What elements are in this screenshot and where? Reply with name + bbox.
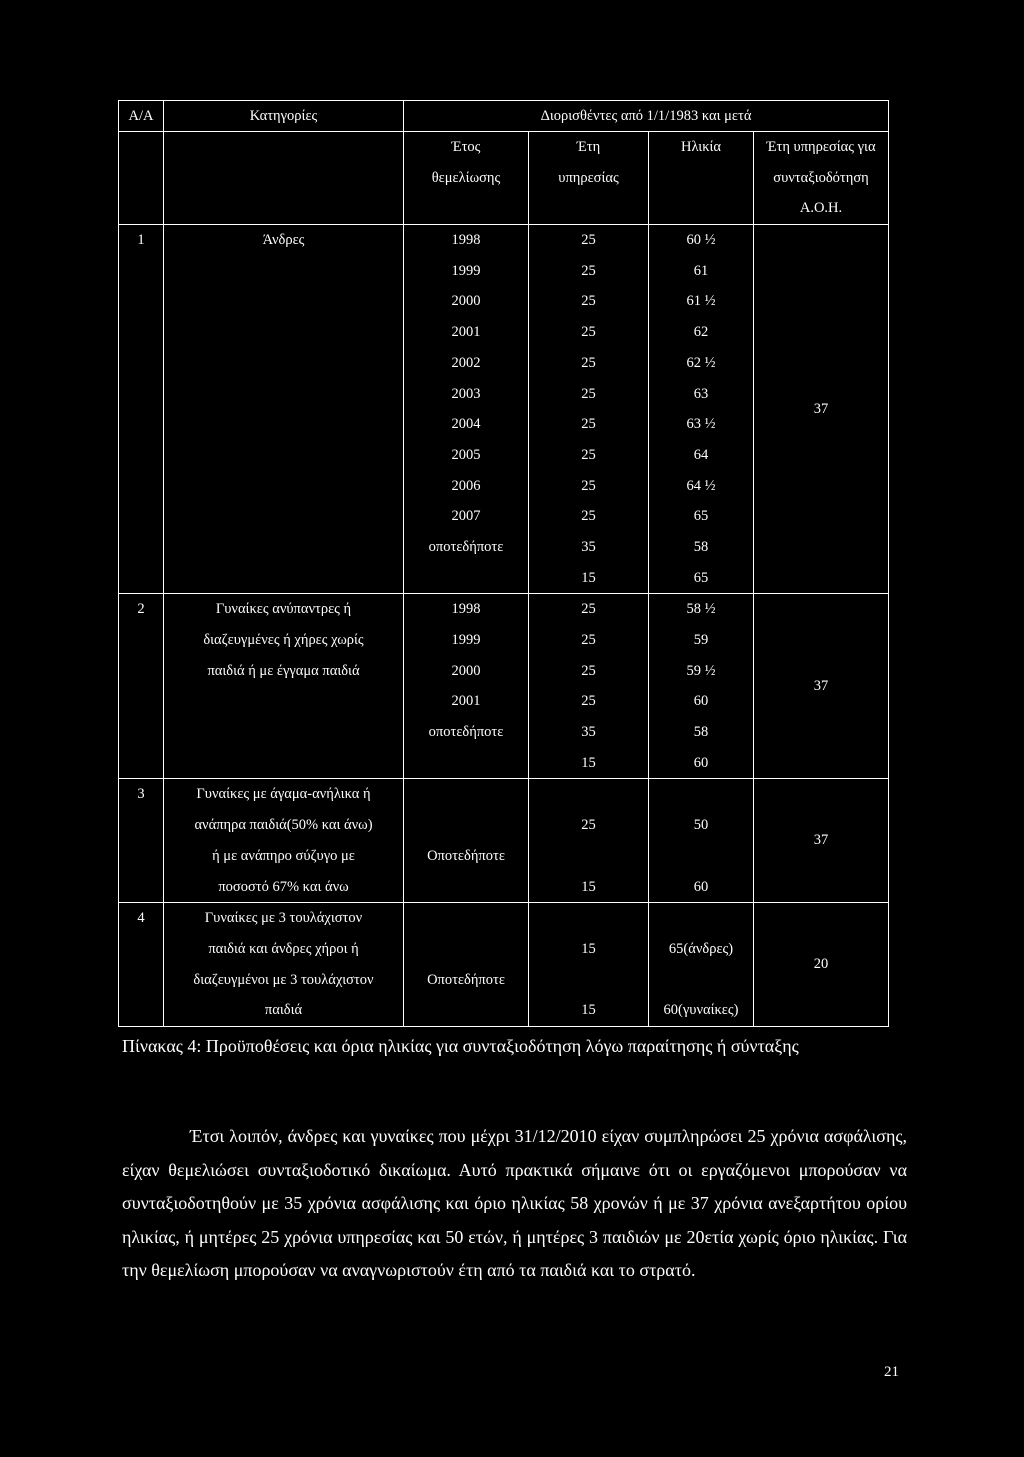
years-cell: 2004 — [451, 416, 481, 433]
age-cell — [649, 965, 753, 996]
row-number — [119, 779, 164, 903]
ao-value: 37 — [813, 677, 829, 694]
category-line: διαζευγμένοι με 3 τουλάχιστον — [193, 971, 374, 988]
header-aa: Α/Α — [119, 101, 164, 132]
age-cell: 63 — [693, 385, 709, 402]
service-cell: 15 — [581, 878, 596, 895]
service-cell: 25 — [581, 632, 596, 648]
years-cell: 2007 — [451, 508, 481, 525]
years-cell — [404, 810, 528, 841]
row-category — [164, 903, 404, 1027]
age-cell: 61 ½ — [686, 293, 716, 310]
years-cell: 2001 — [451, 324, 481, 341]
age-cell — [649, 779, 753, 810]
age-cell: 62 ½ — [686, 354, 716, 371]
row-ao — [754, 225, 889, 594]
header-ao-line2: συνταξιοδότηση — [773, 169, 869, 186]
header-category-blank — [164, 132, 404, 225]
category-line: ή με ανάπηρο σύζυγο με — [212, 847, 355, 864]
service-cell: 25 — [581, 508, 596, 525]
row-age — [649, 594, 754, 779]
service-cell — [529, 965, 648, 996]
years-cell: 2003 — [451, 385, 481, 402]
category-line: διαζευγμένες ή χήρες χωρίς — [203, 632, 364, 648]
age-cell: 60(γυναίκες) — [663, 1002, 739, 1019]
header-year — [404, 132, 529, 225]
row-number-text: 1 — [137, 232, 145, 249]
service-cell: 25 — [581, 817, 596, 834]
header-service-line2: υπηρεσίας — [558, 169, 619, 186]
category-line: Γυναίκες με άγαμα-ανήλικα ή — [196, 786, 371, 803]
years-cell: 1999 — [451, 632, 481, 648]
age-cell: 61 — [693, 262, 709, 279]
row-number — [119, 903, 164, 1027]
age-cell: 59 — [693, 632, 709, 648]
row-category — [164, 594, 404, 779]
row-service — [529, 779, 649, 903]
row-number-text: 4 — [137, 910, 145, 927]
row-ao — [754, 903, 889, 1027]
age-cell: 64 — [693, 446, 709, 463]
pension-table — [118, 100, 889, 1027]
service-cell: 25 — [581, 693, 596, 710]
age-cell — [649, 903, 753, 934]
row-number-text: 2 — [137, 601, 145, 618]
row-year — [404, 779, 529, 903]
service-cell: 35 — [581, 724, 596, 741]
table-row — [119, 594, 889, 779]
ao-value: 37 — [813, 400, 829, 417]
header-age — [649, 132, 754, 225]
body-paragraph — [122, 1120, 907, 1288]
years-cell: οποτεδήποτε — [428, 538, 504, 555]
row-year — [404, 903, 529, 1027]
service-cell: 25 — [581, 262, 596, 279]
row-age — [649, 779, 754, 903]
table-caption: Πίνακας 4: Προϋποθέσεις και όρια ηλικίας για συνταξιοδότηση λόγω παραίτησης ή σύνταξης — [122, 1036, 799, 1056]
age-cell: 58 ½ — [686, 601, 716, 618]
service-cell: 25 — [581, 385, 596, 402]
header-ao-line3: Α.Ο.Η. — [799, 200, 843, 217]
category-line: Άνδρες — [262, 232, 305, 249]
table-row — [119, 779, 889, 903]
header-year-line2: θεμελίωσης — [431, 169, 501, 186]
row-age — [649, 225, 754, 594]
years-cell: 2001 — [451, 693, 481, 710]
years-cell: 2000 — [451, 662, 481, 679]
years-cell — [404, 563, 528, 594]
years-cell — [404, 903, 528, 934]
row-year — [404, 225, 529, 594]
category-line: παιδιά και άνδρες χήροι ή — [208, 940, 359, 957]
page-number: 21 — [884, 1364, 899, 1380]
years-cell: 2006 — [451, 477, 481, 494]
row-service — [529, 225, 649, 594]
row-age — [649, 903, 754, 1027]
service-cell: 25 — [581, 354, 596, 371]
years-cell: 1999 — [451, 262, 481, 279]
age-cell — [649, 841, 753, 872]
years-cell: Οποτεδήποτε — [427, 847, 505, 864]
age-cell: 58 — [693, 724, 709, 741]
years-cell: 2000 — [451, 293, 481, 310]
service-cell: 25 — [581, 416, 596, 433]
table-row — [119, 225, 889, 594]
service-cell: 25 — [581, 324, 596, 341]
header-service-line1: Έτη — [576, 139, 601, 155]
category-line: ποσοστό 67% και άνω — [218, 878, 349, 895]
row-category — [164, 225, 404, 594]
header-ao — [754, 132, 889, 225]
service-cell: 25 — [581, 446, 596, 463]
age-cell: 62 — [693, 324, 709, 341]
ao-value: 20 — [813, 956, 829, 973]
age-cell: 58 — [693, 538, 709, 555]
header-year-line1: Έτος — [451, 139, 481, 155]
row-ao — [754, 594, 889, 779]
service-cell — [529, 903, 648, 934]
age-cell: 64 ½ — [686, 477, 716, 494]
category-line: παιδιά — [264, 1002, 303, 1019]
years-cell — [404, 779, 528, 810]
category-line: Γυναίκες με 3 τουλάχιστον — [204, 910, 363, 927]
service-cell — [529, 841, 648, 872]
header-aa-blank — [119, 132, 164, 225]
years-cell — [404, 934, 528, 965]
service-cell: 25 — [581, 662, 596, 679]
years-cell: οποτεδήποτε — [428, 724, 504, 741]
header-category: Κατηγορίες — [164, 101, 404, 132]
age-cell: 65 — [693, 569, 709, 586]
age-cell: 65 — [693, 508, 709, 525]
age-cell: 63 ½ — [686, 416, 716, 433]
row-service — [529, 594, 649, 779]
years-cell — [404, 872, 528, 903]
row-year — [404, 594, 529, 779]
age-cell: 60 — [693, 693, 709, 710]
category-line: παιδιά ή με έγγαμα παιδιά — [207, 662, 360, 679]
age-cell: 50 — [693, 817, 709, 834]
row-number-text: 3 — [137, 786, 145, 803]
service-cell — [529, 779, 648, 810]
row-category — [164, 779, 404, 903]
age-cell: 65(άνδρες) — [668, 940, 734, 957]
years-cell — [404, 748, 528, 779]
header-ao-line1: Έτη υπηρεσίας για — [766, 139, 876, 155]
table-row — [119, 903, 889, 1027]
years-cell: Οποτεδήποτε — [427, 971, 505, 988]
age-cell: 60 — [693, 878, 709, 895]
service-cell: 35 — [581, 538, 596, 555]
years-cell: 2002 — [451, 354, 481, 371]
category-line: ανάπηρα παιδιά(50% και άνω) — [194, 817, 373, 834]
row-number — [119, 594, 164, 779]
years-cell: 2005 — [451, 446, 481, 463]
service-cell: 15 — [581, 940, 596, 957]
header-service — [529, 132, 649, 225]
service-cell: 15 — [581, 569, 596, 586]
body-paragraph-text: Έτσι λοιπόν, άνδρες και γυναίκες που μέχρι 31/12/2010 είχαν συμπληρώσει 25 χρόνια ασφάλισης, είχαν θεμελιώσει συνταξιοδοτικό δικαίωμα. Αυτό πρακτικά σήμαινε ότι οι εργαζόμενοι μπορούσαν να συνταξιοδοτηθούν με 35 χρόνια ασφάλισης και όριο ηλικίας 58 χρονών ή με 37 χρόνια ανεξαρτήτου ορίου ηλικίας, ή μητέρες 25 χρόνια υπηρεσίας και 50 ετών, ή μητέρες 3 παιδιών με 20ετία χωρίς όριο ηλικίας. Για την θεμελίωση μπορούσαν να αναγνωριστούν έτη από τα παιδιά και το στρατό. — [122, 1126, 907, 1280]
service-cell: 25 — [581, 601, 596, 618]
category-line: Γυναίκες ανύπαντρες ή — [215, 601, 352, 618]
ao-value: 37 — [813, 832, 829, 849]
years-cell: 1998 — [451, 601, 481, 618]
row-number — [119, 225, 164, 594]
age-cell: 60 — [693, 754, 709, 771]
row-service — [529, 903, 649, 1027]
service-cell: 25 — [581, 232, 596, 249]
service-cell: 25 — [581, 477, 596, 494]
header-appointed: Διορισθέντες από 1/1/1983 και μετά — [404, 101, 889, 132]
row-ao — [754, 779, 889, 903]
age-cell: 59 ½ — [686, 662, 716, 679]
years-cell: 1998 — [451, 232, 481, 249]
age-cell: 60 ½ — [686, 232, 716, 249]
service-cell: 25 — [581, 293, 596, 310]
service-cell: 15 — [581, 754, 596, 771]
years-cell — [404, 995, 528, 1026]
service-cell: 15 — [581, 1002, 596, 1019]
header-age-line1: Ηλικία — [680, 139, 722, 155]
